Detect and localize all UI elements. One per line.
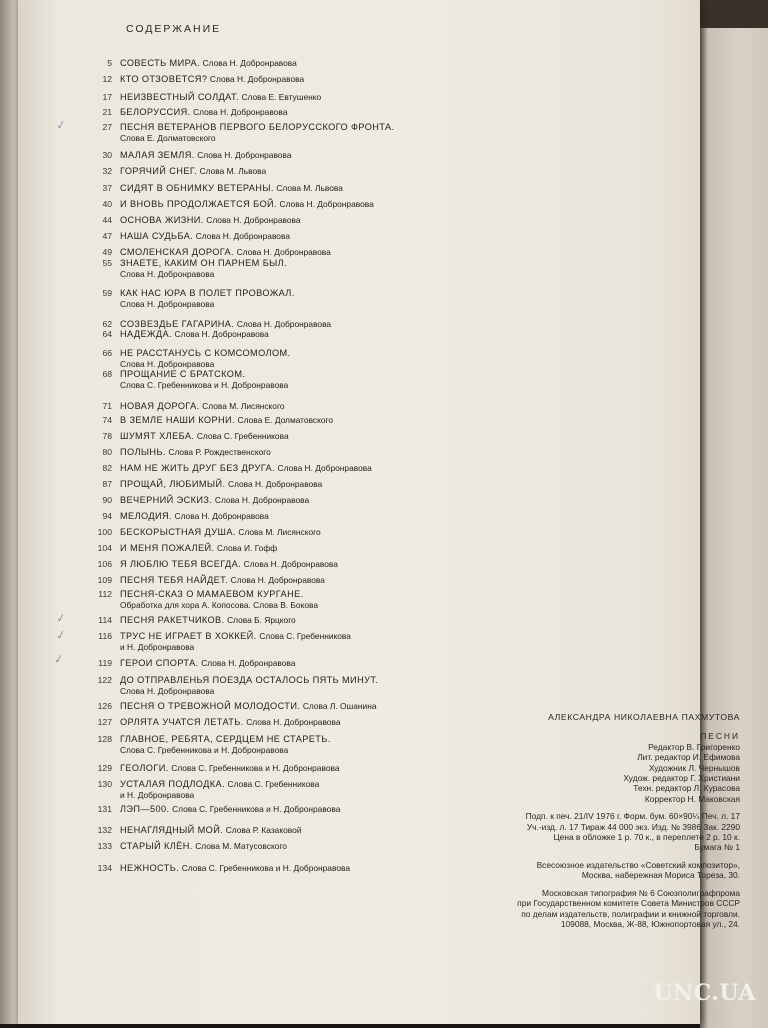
- toc-song-title: НАМ НЕ ЖИТЬ ДРУГ БЕЗ ДРУГА.: [120, 463, 275, 473]
- printer-line: Московская типография № 6 Союзполиграфпрома: [542, 887, 740, 898]
- toc-page-number: 109: [97, 575, 112, 585]
- toc-song-title: НЕЖНОСТЬ.: [120, 863, 180, 873]
- toc-lyricist: Слова Б. Ярцкого: [227, 615, 296, 625]
- toc-song-title: ГЕОЛОГИ.: [120, 763, 169, 773]
- toc-lyricist-line: и Н. Добронравова: [120, 790, 195, 800]
- toc-song-title: ТРУС НЕ ИГРАЕТ В ХОККЕЙ.: [120, 631, 257, 641]
- colophon-credit: Техн. редактор Л. Курасова: [633, 783, 740, 794]
- toc-song-title: ПРОЩАЙ, ЛЮБИМЫЙ.: [120, 479, 226, 489]
- print-info-line: Подп. к печ. 21/IV 1976 г. Форм. бум. 60×90¼ Печ. л. 17: [525, 811, 740, 822]
- toc-page-number: 71: [102, 401, 112, 411]
- toc-page-number: 5: [107, 58, 112, 68]
- toc-song-title: В ЗЕМЛЕ НАШИ КОРНИ.: [120, 415, 235, 425]
- toc-lyricist: Слова М. Львова: [276, 183, 343, 193]
- toc-page-number: 131: [97, 804, 112, 814]
- toc-page-number: 90: [102, 495, 112, 505]
- toc-lyricist-line: Слова Е. Долматовского: [120, 133, 216, 143]
- toc-page-number: 112: [98, 589, 112, 599]
- toc-lyricist-line: Слова Н. Добронравова: [120, 359, 215, 369]
- toc-page-number: 133: [97, 841, 112, 851]
- toc-lyricist: Слова Н. Добронравова: [227, 479, 323, 489]
- toc-song-title: ПЕСНЯ-СКАЗ О МАМАЕВОМ КУРГАНЕ.: [120, 589, 304, 599]
- toc-lyricist: Слова Н. Добронравова: [193, 107, 288, 117]
- toc-page-number: 59: [102, 288, 112, 298]
- toc-page-number: 116: [98, 631, 112, 641]
- toc-page-number: 82: [102, 463, 112, 473]
- pencil-check-mark-icon: ✓: [54, 117, 68, 133]
- toc-lyricist: Слова И. Гофф: [217, 543, 278, 553]
- toc-page-number: 134: [97, 863, 112, 873]
- toc-lyricist: Слова М. Матусовского: [195, 841, 287, 851]
- toc-page-number: 62: [102, 319, 112, 329]
- toc-song-title: УСТАЛАЯ ПОДЛОДКА.: [120, 779, 225, 789]
- publisher-line: Всесоюзное издательство «Советский композитор»,: [536, 859, 740, 870]
- toc-page-number: 119: [98, 658, 112, 668]
- toc-lyricist: Слова М. Лисянского: [238, 527, 321, 537]
- toc-song-title: ВЕЧЕРНИЙ ЭСКИЗ.: [120, 495, 213, 505]
- toc-song-title: КТО ОТЗОВЕТСЯ?: [120, 74, 208, 84]
- toc-page-number: 37: [102, 183, 112, 193]
- toc-song-title: КАК НАС ЮРА В ПОЛЕТ ПРОВОЖАЛ.: [120, 288, 295, 298]
- toc-page-number: 32: [102, 166, 112, 176]
- toc-song-title: БЕСКОРЫСТНАЯ ДУША.: [120, 527, 236, 537]
- toc-song-title: СОЗВЕЗДЬЕ ГАГАРИНА.: [120, 319, 235, 329]
- toc-song-title: СИДЯТ В ОБНИМКУ ВЕТЕРАНЫ.: [120, 183, 274, 193]
- toc-song-title: Я ЛЮБЛЮ ТЕБЯ ВСЕГДА.: [120, 559, 242, 569]
- pencil-check-mark-icon: ✓: [54, 610, 68, 626]
- toc-lyricist: Слова Н. Добронравова: [230, 575, 325, 585]
- colophon-author: АЛЕКСАНДРА НИКОЛАЕВНА ПАХМУТОВА: [548, 712, 740, 722]
- toc-page-number: 130: [97, 779, 112, 789]
- toc-lyricist: Слова Н. Добронравова: [279, 199, 374, 209]
- toc-heading: СОДЕРЖАНИЕ: [126, 23, 222, 35]
- toc-page-number: 66: [102, 348, 112, 358]
- toc-lyricist-line: Слова Н. Добронравова: [120, 269, 215, 279]
- printer-line: по делам издательств, полиграфии и книжной торговли.: [521, 908, 740, 919]
- toc-song-title: НАДЕЖДА.: [120, 329, 173, 339]
- background-fabric: [700, 0, 768, 30]
- toc-page-number: 132: [97, 825, 112, 835]
- toc-song-title: БЕЛОРУССИЯ.: [120, 107, 191, 117]
- toc-page-number: 80: [102, 447, 112, 457]
- print-info-line: Цена в обложке 1 р. 70 к., в переплете 2 р. 10 к.: [553, 832, 740, 843]
- toc-page-number: 17: [102, 92, 112, 102]
- pencil-check-mark-icon: ✓: [54, 627, 68, 643]
- toc-song-title: СМОЛЕНСКАЯ ДОРОГА.: [120, 247, 235, 257]
- colophon-book-title: ПЕСНИ: [700, 731, 740, 742]
- toc-song-title: СОВЕСТЬ МИРА.: [120, 58, 201, 68]
- left-page-edge: [0, 0, 20, 1024]
- toc-song-title: И МЕНЯ ПОЖАЛЕЙ.: [120, 543, 215, 553]
- pencil-check-mark-icon: ✓: [52, 651, 66, 667]
- toc-page-number: 106: [97, 559, 112, 569]
- toc-song-title: ПОЛЫНЬ.: [120, 447, 166, 457]
- toc-lyricist: Слова Н. Добронравова: [202, 58, 297, 68]
- toc-lyricist: Слова С. Гребенникова и Н. Добронравова: [171, 763, 340, 773]
- toc-page-number: 100: [97, 527, 112, 537]
- toc-lyricist: Слова Н. Добронравова: [243, 559, 338, 569]
- colophon-credit: Худож. редактор Г. Христиани: [623, 773, 740, 784]
- toc-song-title: ПЕСНЯ О ТРЕВОЖНОЙ МОЛОДОСТИ.: [120, 701, 301, 711]
- toc-page-number: 68: [102, 369, 112, 379]
- toc-page-number: 104: [97, 543, 112, 553]
- toc-page-number: 126: [97, 701, 112, 711]
- toc-lyricist: Слова Н. Добронравова: [174, 329, 269, 339]
- toc-song-title: НЕ РАССТАНУСЬ С КОМСОМОЛОМ.: [120, 348, 291, 358]
- toc-lyricist: Слова Н. Добронравова: [209, 74, 305, 84]
- toc-lyricist: Слова Н. Добронравова: [201, 658, 296, 668]
- toc-lyricist: Слова С. Гребенникова и Н. Добронравова: [172, 804, 341, 814]
- toc-lyricist: Слова Е. Долматовского: [237, 415, 334, 425]
- toc-lyricist: Слова Н. Добронравова: [206, 215, 301, 225]
- toc-page-number: 64: [102, 329, 112, 339]
- publisher-line: Москва, набережная Мориса Тореза, 30.: [581, 870, 740, 881]
- toc-song-title: СТАРЫЙ КЛЁН.: [120, 841, 193, 851]
- colophon-credit: Корректор Н. Маковская: [644, 793, 740, 804]
- toc-lyricist-line: и Н. Добронравова: [120, 642, 195, 652]
- toc-lyricist-line: Слова С. Гребенникова и Н. Добронравова: [120, 380, 289, 390]
- toc-lyricist: Слова Л. Ошанина: [302, 701, 377, 711]
- printer-line: 109088, Москва, Ж-88, Южнопортовая ул., 24.: [560, 918, 740, 929]
- toc-song-title: НОВАЯ ДОРОГА.: [120, 401, 200, 411]
- toc-song-title: ОСНОВА ЖИЗНИ.: [120, 215, 204, 225]
- toc-song-title: ПЕСНЯ ТЕБЯ НАЙДЕТ.: [120, 575, 229, 585]
- toc-lyricist: Слова Е. Евтушенко: [241, 92, 322, 102]
- toc-song-title: ГЕРОИ СПОРТА.: [120, 658, 199, 668]
- toc-lyricist: Слова Р. Казаковой: [225, 825, 302, 835]
- toc-song-title: ОРЛЯТА УЧАТСЯ ЛЕТАТЬ.: [120, 717, 244, 727]
- toc-page-number: 122: [97, 675, 112, 685]
- toc-song-title: ПРОЩАНИЕ С БРАТСКОМ.: [120, 369, 246, 379]
- toc-page-number: 55: [102, 258, 112, 268]
- toc-lyricist-line: Слова Н. Добронравова: [120, 686, 215, 696]
- colophon: [438, 712, 740, 929]
- toc-song-title: МЕЛОДИЯ.: [120, 511, 172, 521]
- toc-lyricist: Слова С. Гребенникова и Н. Добронравова: [181, 863, 350, 873]
- toc-song-title: НАША СУДЬБА.: [120, 231, 194, 241]
- colophon-credit: Лит. редактор И. Ефимова: [637, 752, 740, 763]
- toc-lyricist: Слова Н. Добронравова: [214, 495, 310, 505]
- print-info-line: Уч.-изд. л. 17 Тираж 44 000 экз. Изд. № 3986 Зак. 2290: [526, 821, 740, 832]
- toc-page-number: 47: [102, 231, 112, 241]
- watermark-coin-icon: [618, 974, 656, 1012]
- toc-song-title: И ВНОВЬ ПРОДОЛЖАЕТСЯ БОЙ.: [120, 199, 277, 209]
- colophon-credit: Художник Л. Чернышов: [648, 762, 740, 773]
- toc-page-number: 49: [102, 247, 112, 257]
- toc-song-title: ШУМЯТ ХЛЕБА.: [120, 431, 195, 441]
- toc-lyricist: Слова М. Львова: [199, 166, 267, 176]
- toc-page-number: 128: [97, 734, 112, 744]
- toc-lyricist: Слова С. Гребенникова: [196, 431, 289, 441]
- toc-page-number: 27: [102, 122, 112, 132]
- toc-page-number: 12: [102, 74, 112, 84]
- toc-lyricist: Слова Н. Добронравова: [236, 319, 332, 329]
- toc-lyricist: Слова С. Гребенникова: [227, 779, 320, 789]
- toc-page-number: 21: [102, 107, 112, 117]
- toc-page-number: 94: [102, 511, 112, 521]
- printer-line: при Государственном комитете Совета Министров СССР: [517, 898, 740, 909]
- toc-lyricist: Слова Н. Добронравова: [236, 247, 331, 257]
- toc-page-number: 129: [97, 763, 112, 773]
- toc-lyricist: Слова С. Гребенникова: [259, 631, 351, 641]
- toc-lyricist: Слова Н. Добронравова: [197, 150, 292, 160]
- toc-song-title: МАЛАЯ ЗЕМЛЯ.: [120, 150, 195, 160]
- toc-page-number: 127: [97, 717, 112, 727]
- toc-page-number: 44: [102, 215, 112, 225]
- toc-song-title: ГЛАВНОЕ, РЕБЯТА, СЕРДЦЕМ НЕ СТАРЕТЬ.: [120, 734, 331, 744]
- toc-song-title: ПЕСНЯ ВЕТЕРАНОВ ПЕРВОГО БЕЛОРУССКОГО ФРОНТА.: [120, 122, 395, 132]
- toc-page-number: 87: [102, 479, 112, 489]
- toc-lyricist: Слова Н. Добронравова: [195, 231, 290, 241]
- toc-song-title: ДО ОТПРАВЛЕНЬЯ ПОЕЗДА ОСТАЛОСЬ ПЯТЬ МИНУТ.: [120, 675, 379, 685]
- toc-lyricist-line: Обработка для хора А. Копосова. Слова В. Бокова: [120, 600, 319, 610]
- toc-page-number: 114: [98, 615, 112, 625]
- toc-page-number: 40: [102, 199, 112, 209]
- print-info-line: Бумага № 1: [694, 842, 740, 853]
- toc-page-number: 78: [102, 431, 112, 441]
- toc-lyricist: Слова Н. Добронравова: [174, 511, 269, 521]
- toc-song-title: ПЕСНЯ РАКЕТЧИКОВ.: [120, 615, 225, 625]
- toc-song-title: НЕИЗВЕСТНЫЙ СОЛДАТ.: [120, 92, 239, 102]
- toc-song-title: НЕНАГЛЯДНЫЙ МОЙ.: [120, 825, 224, 835]
- colophon-credit: Редактор В. Григоренко: [648, 741, 740, 752]
- toc-lyricist-line: Слова Н. Добронравова: [120, 299, 215, 309]
- toc-lyricist: Слова Н. Добронравова: [246, 717, 341, 727]
- toc-page-number: 74: [102, 415, 112, 425]
- toc-lyricist: Слова М. Лисянского: [202, 401, 285, 411]
- toc-lyricist: Слова Р. Рождественского: [168, 447, 271, 457]
- toc-lyricist-line: Слова С. Гребенникова и Н. Добронравова: [120, 745, 289, 755]
- toc-song-title: ЛЭП—500.: [120, 804, 170, 814]
- toc-song-title: ГОРЯЧИЙ СНЕГ.: [120, 166, 198, 176]
- watermark-logo: UNC.UA: [653, 980, 756, 1006]
- toc-lyricist: Слова Н. Добронравова: [277, 463, 372, 473]
- toc-page-number: 30: [102, 150, 112, 160]
- toc-song-title: ЗНАЕТЕ, КАКИМ ОН ПАРНЕМ БЫЛ.: [120, 258, 288, 268]
